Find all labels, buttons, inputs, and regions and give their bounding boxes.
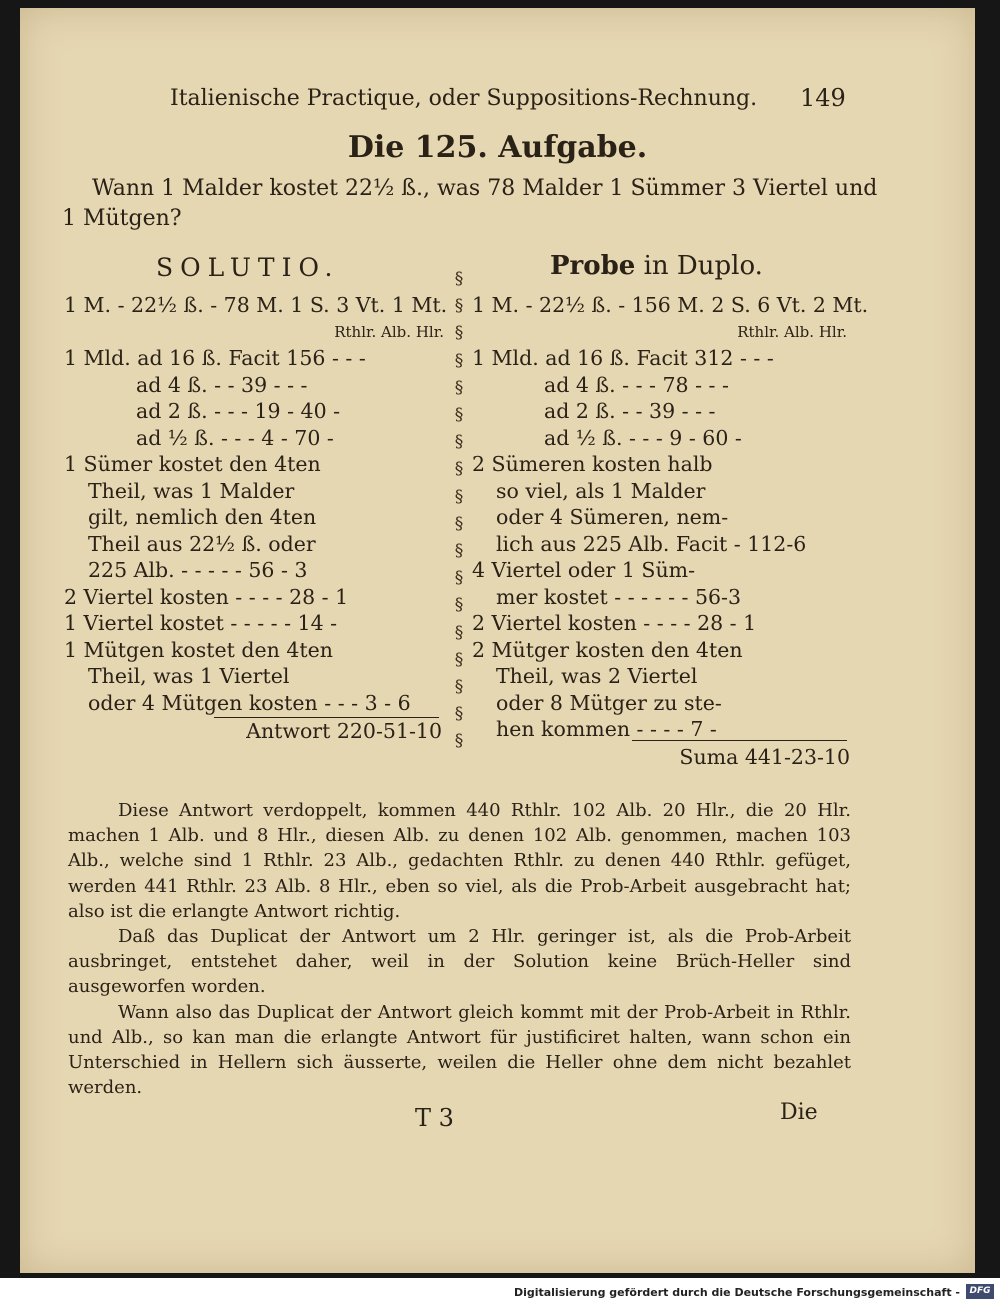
divider-mark: § [454,269,464,289]
solutio-line: gilt, nemlich den 4ten [88,505,317,529]
book-page [20,8,975,1273]
digitization-footer [0,1278,1000,1304]
paragraph: Diese Antwort verdoppelt, kommen 440 Rthlr. 102 Alb. 20 Hlr., die 20 Hlr. machen 1 Alb. und 8 Hlr., diesen Alb. zu denen 102 Alb. genommen, machen 103 Alb., welche sind 1 Rthlr. 23 Alb., gedachten Rthlr. zu denen 440 Rthlr. gefüget, werden 441 Rthlr. 23 Alb. 8 Hlr., eben so viel, als die Prob-Arbeit ausgebracht hat; also ist die erlangte Antwort richtig. [68,800,851,922]
divider-mark: § [454,432,464,453]
probe-line: 2 Viertel kosten - - - - 28 - 1 [472,611,757,635]
probe-line: oder 8 Mütger zu ste- [496,690,722,715]
paragraph: Daß das Duplicat der Antwort um 2 Hlr. geringer ist, als die Prob-Arbeit ausbringet, entstehet daher, weil in der Solution keine Brüch-Heller sind ausgeworfen worden. [68,926,851,998]
problem-title: Die 125. Aufgabe. [347,130,648,165]
page-number: 149 [800,84,846,112]
probe-line: 1 M. - 22½ ß. - 156 M. 2 S. 6 Vt. 2 Mt. [472,293,869,317]
probe-line: oder 4 Sümeren, nem- [496,505,729,529]
catchword: Die [780,1100,818,1125]
dfg-logo: DFG [966,1284,994,1299]
probe-line: ad ½ ß. - - - 9 - 60 - [544,425,742,450]
divider-mark: § [454,622,464,643]
probe-line: ad 2 ß. - - 39 - - - [544,399,716,423]
probe-heading [550,251,763,281]
divider-mark: § [454,486,464,507]
solutio-sum-rule [214,717,439,718]
divider-mark: § [454,649,464,670]
divider-mark: § [454,568,464,589]
probe-line: 2 Mütger kosten den 4ten [472,637,743,662]
solutio-units-line: Rthlr. Alb. Hlr. [334,322,444,341]
body-text [68,798,851,1100]
divider-mark: § [454,704,464,725]
paragraph: Wann also das Duplicat der Antwort gleich kommt mit der Prob-Arbeit in Rthlr. und Alb., so kan man die erlangte Antwort für justificiret halten, wann schon ein Unterschied in Hellern sich äusserte, weilen die Heller ohne dem nicht bezahlet werden. [68,1001,851,1099]
probe-line: mer kostet - - - - - - 56-3 [496,584,742,609]
divider-mark: § [454,541,464,562]
probe-line: ad 4 ß. - - - 78 - - - [544,372,729,397]
probe-column [472,292,869,743]
divider-mark: § [454,405,464,426]
solutio-line: 1 Mld. ad 16 ß. Facit 156 - - - [64,346,366,370]
solutio-line: 2 Viertel kosten - - - - 28 - 1 [64,584,349,609]
divider-mark: § [454,296,464,317]
signature-mark: T 3 [415,1104,454,1132]
solutio-column [64,292,448,716]
probe-line: lich aus 225 Alb. Facit - 112-6 [496,531,807,556]
probe-units-line: Rthlr. Alb. Hlr. [737,322,847,341]
divider-mark: § [454,731,464,752]
probe-sum-rule [632,740,847,741]
probe-heading-rest: in Duplo. [635,251,763,281]
question-line-1: Wann 1 Malder kostet 22½ ß., was 78 Malder 1 Sümmer 3 Viertel und [92,176,878,201]
solutio-line: oder 4 Mütgen kosten - - - 3 - 6 [88,690,411,715]
divider-mark: § [454,377,464,398]
solutio-line: 1 Mütgen kostet den 4ten [64,637,333,662]
solutio-line: 1 Viertel kostet - - - - - 14 - [64,611,338,635]
solutio-line: ad 4 ß. - - 39 - - - [136,372,308,397]
solutio-result: Antwort 220-51-10 [246,719,442,743]
section-sign-divider [448,266,470,756]
funding-credit: Digitalisierung gefördert durch die Deutsche Forschungsgemeinschaft - [513,1286,960,1299]
probe-line: 2 Sümeren kosten halb [472,452,713,476]
probe-line: 4 Viertel oder 1 Süm- [472,558,696,582]
probe-line: so viel, als 1 Malder [496,478,706,503]
divider-mark: § [454,459,464,480]
probe-result: Suma 441-23-10 [679,745,850,769]
divider-mark: § [454,323,464,344]
probe-line: 1 Mld. ad 16 ß. Facit 312 - - - [472,346,774,370]
solutio-line: ad ½ ß. - - - 4 - 70 - [136,425,334,450]
solutio-line: 1 Sümer kostet den 4ten [64,452,321,476]
divider-mark: § [454,677,464,698]
solutio-line: Theil, was 1 Malder [88,478,295,503]
probe-line: Theil, was 2 Viertel [496,664,698,688]
solutio-line: ad 2 ß. - - - 19 - 40 - [136,399,341,423]
question-line-2: 1 Mütgen? [62,206,182,231]
probe-line: hen kommen - - - - 7 - [496,717,717,741]
divider-mark: § [454,595,464,616]
solutio-line: Theil, was 1 Viertel [88,664,290,688]
solutio-line: 1 M. - 22½ ß. - 78 M. 1 S. 3 Vt. 1 Mt. [64,293,448,317]
solutio-line: 225 Alb. - - - - - 56 - 3 [88,558,308,582]
probe-heading-bold: Probe [550,251,636,281]
running-head: Italienische Practique, oder Suppositions-Rechnung. [170,86,758,111]
solutio-line: Theil aus 22½ ß. oder [88,531,316,556]
divider-mark: § [454,350,464,371]
solutio-heading: SOLUTIO. [156,253,340,282]
divider-mark: § [454,513,464,534]
